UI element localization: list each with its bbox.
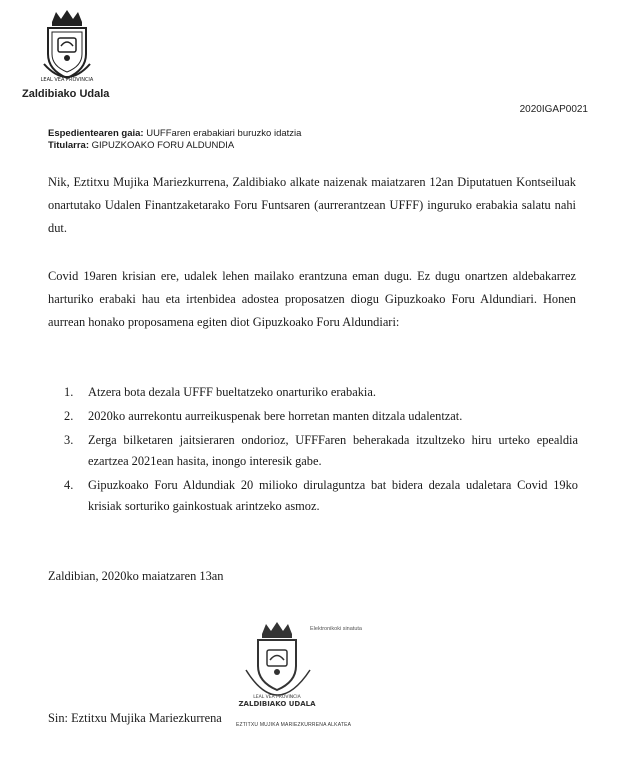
list-text: Atzera bota dezala UFFF bueltatzeko onarturiko erabakia.	[88, 385, 376, 399]
paragraph-2: Covid 19aren krisian ere, udalek lehen mailako erantzuna eman dugu. Ez dugu onartzen aldebakarrez harturiko erabaki hau eta irtenbidea adostea proposatzen diogu Gipuzkoako Foru Aldundiari. Honen aurrean honako proposamena egiten diot Gipuzkoako Foru Aldundiari:	[48, 269, 576, 329]
list-number: 2.	[64, 409, 74, 423]
place-date: Zaldibian, 2020ko maiatzaren 13an	[48, 569, 224, 583]
municipal-seal-icon	[230, 620, 330, 720]
list-text: 2020ko aurrekontu aurreikuspenak bere horretan manten ditzala udalentzat.	[88, 409, 463, 423]
holder-label: Titularra:	[48, 140, 90, 151]
signer-name-stamp: EZTITXU MUJIKA MARIEZKURRENA ALKATEA	[236, 722, 352, 728]
organization-name: Zaldibiako Udala	[22, 88, 110, 100]
electronically-signed-note: Elektronikoki sinatuta	[310, 626, 362, 632]
seal-motto: LEAL VEA PROVINCIA	[253, 695, 301, 700]
subject-value: UUFFaren erabakiari buruzko idatzia	[146, 128, 302, 139]
holder-value: GIPUZKOAKO FORU ALDUNDIA	[91, 140, 235, 151]
municipal-coat-of-arms-icon	[22, 8, 112, 86]
list-text: Zerga bilketaren jaitsieraren ondorioz, UFFFaren beherakada itzultzeko hiru urteko epealdia ezartzea 2021ean hasita, inongo interesik gabe.	[88, 433, 578, 468]
document-code: 2020IGAP0021	[519, 104, 588, 115]
list-number: 1.	[64, 385, 74, 399]
list-item	[64, 475, 578, 517]
paragraph-1: Nik, Eztitxu Mujika Mariezkurrena, Zaldibiako alkate naizenak maiatzaren 12an Diputatuen Kontseiluak onartutako Udalen Finantzaketarako Foru Funtsaren (aurrerantzean UFFF) inguruko erabakia salatu nahi dut.	[48, 175, 576, 235]
list-item	[64, 430, 578, 472]
list-number: 3.	[64, 433, 74, 447]
proposal-list	[64, 382, 578, 520]
list-item	[64, 406, 578, 427]
logo-motto: LEAL VEA PROVINCIA	[40, 77, 94, 83]
document-meta	[48, 128, 301, 152]
signature-line: Sin: Eztitxu Mujika Mariezkurrena	[48, 711, 222, 725]
list-item	[64, 382, 578, 403]
list-number: 4.	[64, 478, 74, 492]
seal-text: ZALDIBIAKO UDALA	[238, 700, 316, 708]
list-text: Gipuzkoako Foru Aldundiak 20 milioko dirulaguntza bat bidera dezala udaletara Covid 19ko krisiak sorturiko gainkostuak arintzeko asmoz.	[88, 478, 578, 513]
subject-label: Espedientearen gaia:	[48, 128, 144, 139]
